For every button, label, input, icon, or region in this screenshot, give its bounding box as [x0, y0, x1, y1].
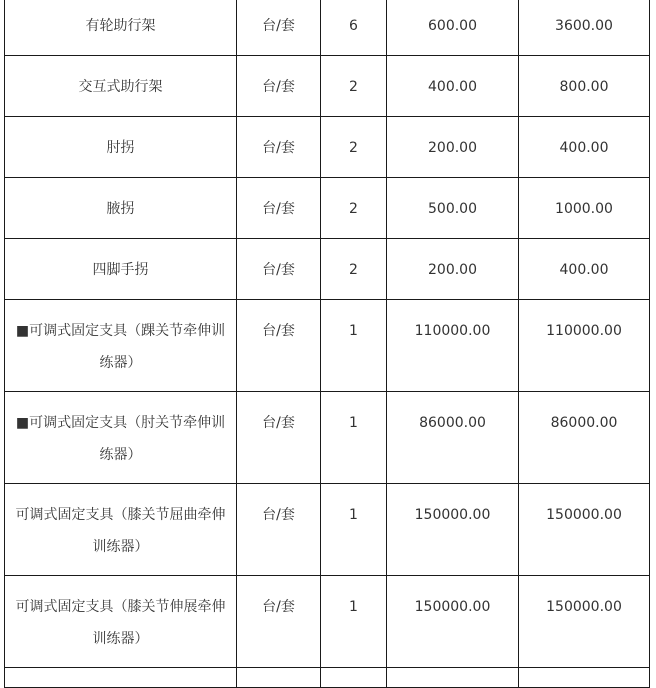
- total-price-cell: 800.00: [519, 56, 650, 117]
- total-price-cell: 86000.00: [519, 392, 650, 484]
- quantity-cell: 2: [321, 117, 387, 178]
- total-price-cell: 400.00: [519, 117, 650, 178]
- item-name-cell: 肘拐: [5, 117, 237, 178]
- item-name-cell: 腋拐: [5, 178, 237, 239]
- total-price-cell: 110000.00: [519, 300, 650, 392]
- quantity-cell: 1: [321, 300, 387, 392]
- unit-price-cell: 600.00: [387, 0, 519, 56]
- item-name-cell: 四脚手拐: [5, 239, 237, 300]
- total-price-cell: 400.00: [519, 239, 650, 300]
- unit-cell: 台/套: [237, 576, 321, 668]
- table-row: [5, 392, 650, 484]
- unit-cell: 台/套: [237, 484, 321, 576]
- table-row: [5, 117, 650, 178]
- unit-price-cell: 200.00: [387, 239, 519, 300]
- unit-price-cell: 110000.00: [387, 300, 519, 392]
- item-name-cell: ■可调式固定支具（肘关节牵伸训练器）: [5, 392, 237, 484]
- item-name-cell: 有轮助行架: [5, 0, 237, 56]
- item-name-cell: 可调式固定支具（膝关节伸展牵伸训练器）: [5, 576, 237, 668]
- table-row: [5, 300, 650, 392]
- quantity-cell: 6: [321, 0, 387, 56]
- table-row: [5, 576, 650, 668]
- unit-price-cell: 86000.00: [387, 392, 519, 484]
- table-row: [5, 239, 650, 300]
- quantity-cell: 1: [321, 392, 387, 484]
- table-row: [5, 178, 650, 239]
- quantity-cell: 1: [321, 484, 387, 576]
- item-name-cell: 可调式固定支具（膝关节屈曲牵伸训练器）: [5, 484, 237, 576]
- unit-price-cell: 500.00: [387, 178, 519, 239]
- table-row: [5, 484, 650, 576]
- item-name-cell: ■可调式固定支具（踝关节牵伸训练器）: [5, 300, 237, 392]
- unit-cell: 台/套: [237, 392, 321, 484]
- unit-cell: 台/套: [237, 239, 321, 300]
- total-price-cell: 150000.00: [519, 484, 650, 576]
- quantity-cell: 1: [321, 576, 387, 668]
- item-name-cell: 交互式助行架: [5, 56, 237, 117]
- quantity-cell: 2: [321, 239, 387, 300]
- quantity-cell: 2: [321, 56, 387, 117]
- unit-cell: 台/套: [237, 56, 321, 117]
- unit-cell: 台/套: [237, 300, 321, 392]
- quantity-cell: 2: [321, 178, 387, 239]
- unit-price-cell: 400.00: [387, 56, 519, 117]
- total-price-cell: 1000.00: [519, 178, 650, 239]
- equipment-price-table: [4, 0, 650, 688]
- unit-cell: 台/套: [237, 178, 321, 239]
- total-price-cell: 150000.00: [519, 576, 650, 668]
- unit-price-cell: 200.00: [387, 117, 519, 178]
- unit-cell: 台/套: [237, 117, 321, 178]
- table-row: [5, 56, 650, 117]
- unit-cell: 台/套: [237, 0, 321, 56]
- table-row: [5, 0, 650, 56]
- total-price-cell: 3600.00: [519, 0, 650, 56]
- unit-price-cell: 150000.00: [387, 576, 519, 668]
- unit-price-cell: 150000.00: [387, 484, 519, 576]
